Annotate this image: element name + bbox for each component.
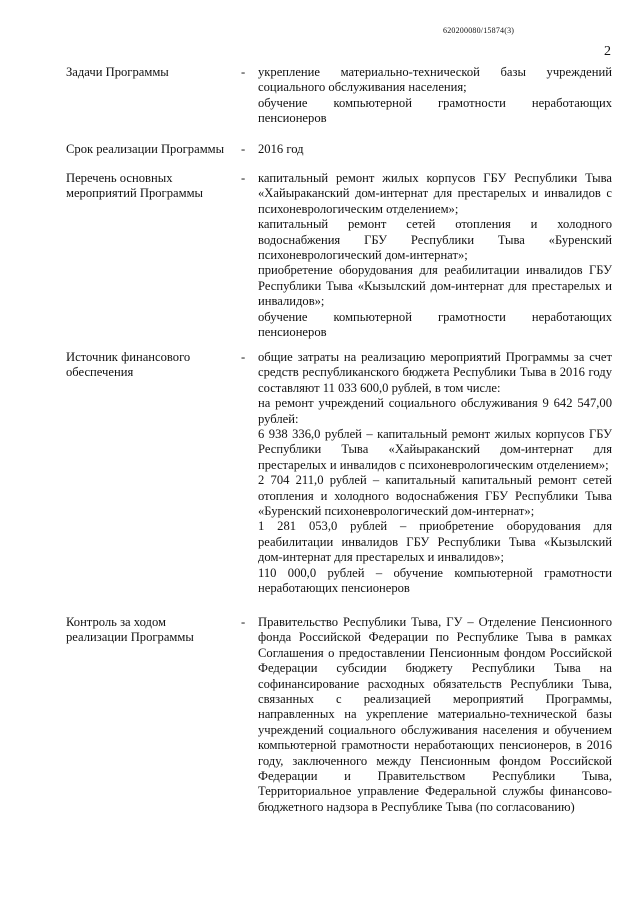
paragraph: Правительство Республики Тыва, ГУ – Отделение Пенсионного фонда Российской Федерации по Республике Тыва в рамках Соглашения о предоставлении Пенсионным фондом Российской Федерации субсидии бюджету Республики Тыва на софинансирование расходных обязательств Республики Тыва, связанных с реализацией мероприятий Программы, направленных на укрепление материально-технической базы учреждений социального обслуживания населения и обучением компьютерной грамотности неработающих пенсионеров, в 2016 году, заключенного между Пенсионным фондом Российской Федерации и Правительством Республики Тыва, Территориальное управление Федеральной службы финансово-бюджетного надзора в Республике Тыва (по согласованию): [258, 615, 612, 814]
paragraph: 6 938 336,0 рублей – капитальный ремонт жилых корпусов ГБУ Республики Тыва «Хайыраканский дом-интернат для престарелых и инвалидов с психоневрологическим отделением»;: [258, 427, 612, 472]
section-content: [258, 350, 612, 597]
paragraph: приобретение оборудования для реабилитации инвалидов ГБУ Республики Тыва «Кызылский дом-интернат для престарелых и инвалидов»;: [258, 263, 612, 309]
section-content: [258, 65, 612, 127]
paragraph: общие затраты на реализацию мероприятий Программы за счет средств республиканского бюджета Республики Тыва в 2016 году составляют 11 033 600,0 рублей, в том числе:: [258, 350, 612, 395]
page-number: 2: [604, 44, 611, 59]
paragraph: на ремонт учреждений социального обслуживания 9 642 547,00 рублей:: [258, 396, 612, 426]
paragraph: капитальный ремонт сетей отопления и холодного водоснабжения ГБУ Республики Тыва «Буренский психоневрологический дом-интернат»;: [258, 217, 612, 263]
section-label: Источник финансового обеспечения: [66, 350, 191, 380]
paragraph: 2016 год: [258, 142, 304, 156]
section-label: Срок реализации Программы: [66, 142, 225, 156]
paragraph: укрепление материально-технической базы учреждений социального обслуживания населения;: [258, 65, 612, 95]
section-label: Задачи Программы: [66, 65, 169, 79]
section-content: [258, 171, 612, 340]
section-dash: -: [241, 615, 246, 629]
paragraph: обучение компьютерной грамотности неработающих пенсионеров: [258, 95, 612, 126]
paragraph: капитальный ремонт жилых корпусов ГБУ Республики Тыва «Хайыраканский дом-интернат для престарелых и инвалидов с психоневрологическим отделением»;: [258, 171, 612, 216]
section-dash: -: [241, 142, 246, 156]
paragraph: 110 000,0 рублей – обучение компьютерной грамотности неработающих пенсионеров: [258, 565, 612, 596]
document-code: 620200080/15874(3): [443, 26, 515, 35]
section-dash: -: [241, 350, 246, 364]
section-content: [258, 615, 612, 815]
section-label: Перечень основных мероприятий Программы: [66, 171, 203, 201]
section-content: [258, 142, 612, 157]
paragraph: 1 281 053,0 рублей – приобретение оборудования для реабилитации инвалидов ГБУ Республики Тыва «Кызылский дом-интернат для престарелых и инвалидов»;: [258, 519, 612, 565]
section-label: Контроль за ходом реализации Программы: [66, 615, 194, 645]
section-dash: -: [241, 65, 246, 79]
section-dash: -: [241, 171, 246, 185]
paragraph: 2 704 211,0 рублей – капитальный капитальный ремонт сетей отопления и холодного водоснабжения ГБУ Республики Тыва «Буренский психоневрологический дом-интернат»;: [258, 473, 612, 519]
paragraph: обучение компьютерной грамотности неработающих пенсионеров: [258, 309, 612, 340]
